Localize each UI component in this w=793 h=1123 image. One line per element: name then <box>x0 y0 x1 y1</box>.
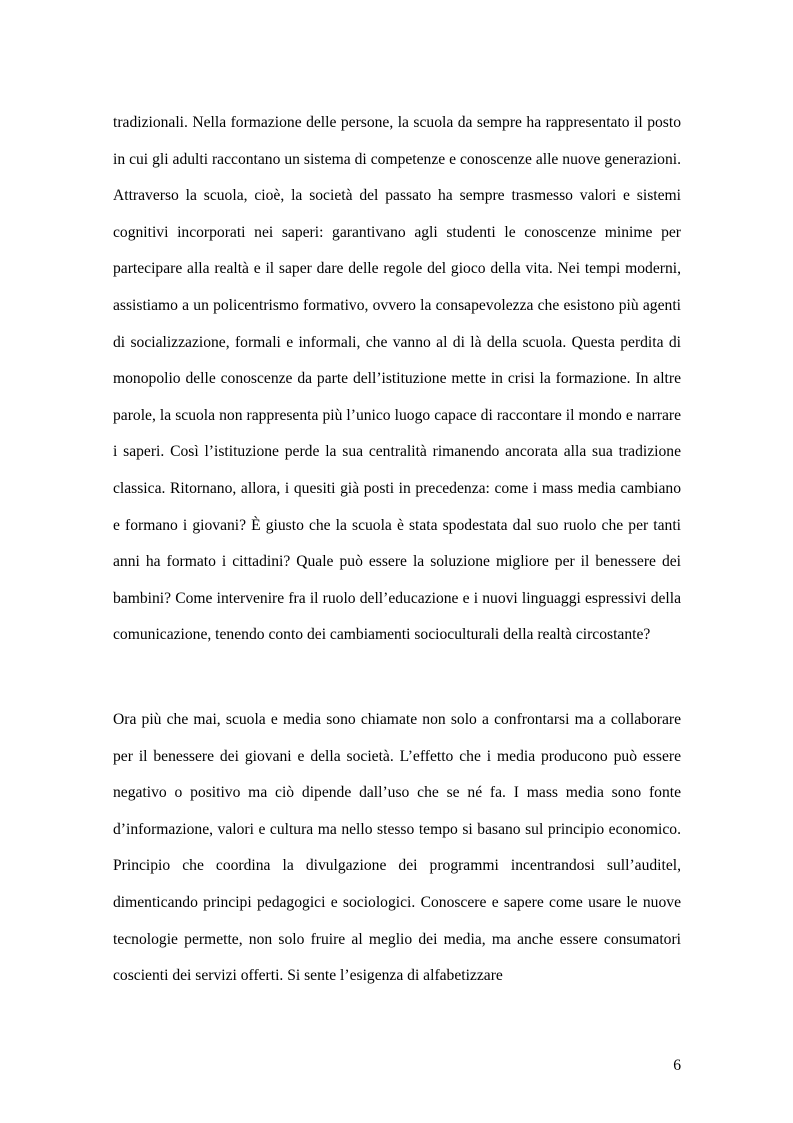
body-paragraph-1: tradizionali. Nella formazione delle persone, la scuola da sempre ha rappresentato il posto in cui gli adulti raccontano un sistema di competenze e conoscenze alle nuove generazioni. Attraverso la scuola, cioè, la società del passato ha sempre trasmesso valori e sistemi cognitivi incorporati nei saperi: garantivano agli studenti le conoscenze minime per partecipare alla realtà e il saper dare delle regole del gioco della vita. Nei tempi moderni, assistiamo a un policentrismo formativo, ovvero la consapevolezza che esistono più agenti di socializzazione, formali e informali, che vanno al di là della scuola. Questa perdita di monopolio delle conoscenze da parte dell’istituzione mette in crisi la formazione. In altre parole, la scuola non rappresenta più l’unico luogo capace di raccontare il mondo e narrare i saperi. Così l’istituzione perde la sua centralità rimanendo ancorata alla sua tradizione classica. Ritornano, allora, i quesiti già posti in precedenza: come i mass media cambiano e formano i giovani? È giusto che la scuola è stata spodestata dal suo ruolo che per tanti anni ha formato i cittadini? Quale può essere la soluzione migliore per il benessere dei bambini? Come intervenire fra il ruolo dell’educazione e i nuovi linguaggi espressivi della comunicazione, tenendo conto dei cambiamenti socioculturali della realtà circostante? <box>113 114 681 644</box>
body-paragraph-2: Ora più che mai, scuola e media sono chiamate non solo a confrontarsi ma a collaborare per il benessere dei giovani e della società. L’effetto che i media producono può essere negativo o positivo ma ciò dipende dall’uso che se né fa. I mass media sono fonte d’informazione, valori e cultura ma nello stesso tempo si basano sul principio economico. Principio che coordina la divulgazione dei programmi incentrandosi sull’auditel, dimenticando principi pedagogici e sociologici. Conoscere e sapere come usare le nuove tecnologie permette, non solo fruire al meglio dei media, ma anche essere consumatori coscienti dei servizi offerti. Si sente l’esigenza di alfabetizzare <box>113 711 681 985</box>
page-number: 6 <box>673 1057 681 1074</box>
